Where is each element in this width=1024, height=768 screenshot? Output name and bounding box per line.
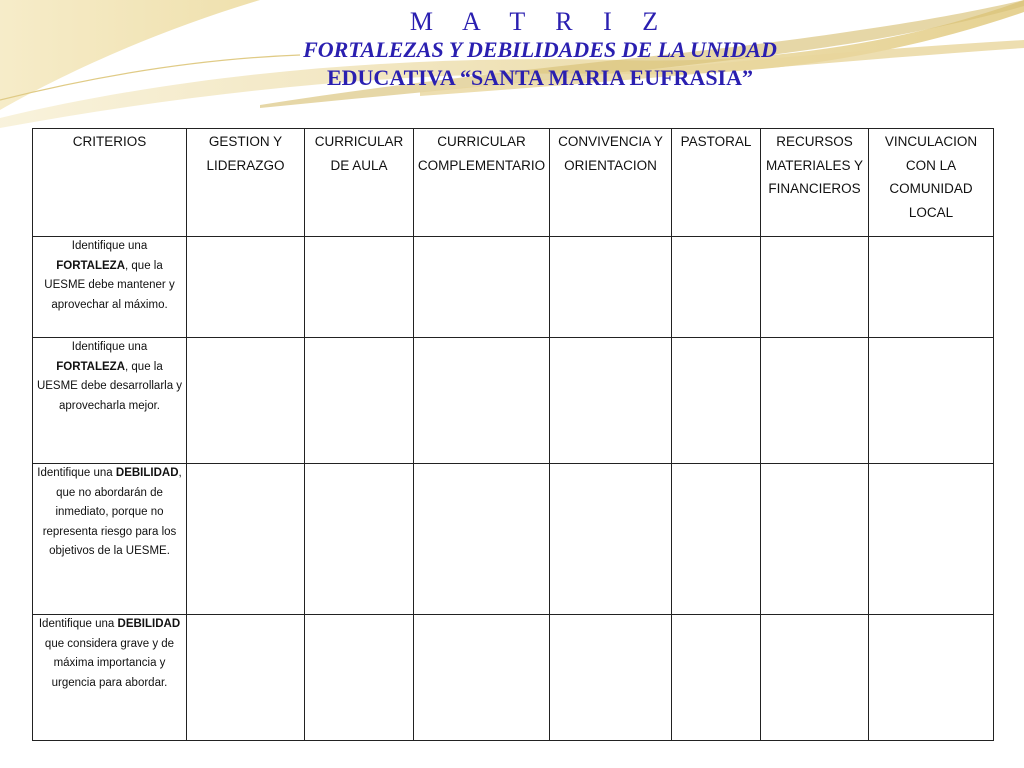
matrix-cell[interactable] xyxy=(187,464,305,615)
slide-title: M A T R I Z xyxy=(409,7,671,36)
matrix-cell[interactable] xyxy=(869,338,994,464)
criterion-keyword: DEBILIDAD xyxy=(117,618,181,630)
header-criterios: CRITERIOS xyxy=(33,129,187,237)
matrix-cell[interactable] xyxy=(869,615,994,741)
header-vinculacion: VINCULACION CON LA COMUNIDAD LOCAL xyxy=(869,129,994,237)
matrix-cell[interactable] xyxy=(672,464,761,615)
table-row xyxy=(33,615,994,741)
criterion-keyword: FORTALEZA xyxy=(56,360,126,373)
matrix-cell[interactable] xyxy=(672,338,761,464)
criterion-cell: Identifique una DEBILIDAD que considera grave y de máxima importancia y urgencia para abordar. xyxy=(33,615,187,741)
criterion-keyword: DEBILIDAD xyxy=(115,467,179,479)
table-row xyxy=(33,237,994,338)
header-curricular-aula: CURRICULAR DE AULA xyxy=(305,129,414,237)
matrix-cell[interactable] xyxy=(550,615,672,741)
matrix-cell[interactable] xyxy=(187,237,305,338)
table-row xyxy=(33,464,994,615)
matrix-cell[interactable] xyxy=(550,464,672,615)
slide-subtitle-line2: EDUCATIVA “SANTA MARIA EUFRASIA” xyxy=(326,65,753,90)
matrix-cell[interactable] xyxy=(305,615,414,741)
matrix-cell[interactable] xyxy=(761,615,869,741)
matrix-cell[interactable] xyxy=(305,237,414,338)
criterion-cell: Identifique una FORTALEZA, que la UESME debe mantener y aprovechar al máximo. xyxy=(33,237,187,338)
matrix-cell[interactable] xyxy=(414,464,550,615)
matrix-cell[interactable] xyxy=(414,237,550,338)
criterion-cell: Identifique una DEBILIDAD, que no abordarán de inmediato, porque no representa riesgo para los objetivos de la UESME. xyxy=(33,464,187,615)
header-recursos: RECURSOS MATERIALES Y FINANCIEROS xyxy=(761,129,869,237)
matrix-cell[interactable] xyxy=(187,615,305,741)
matrix-cell[interactable] xyxy=(869,237,994,338)
header-pastoral: PASTORAL xyxy=(672,129,761,237)
matrix-cell[interactable] xyxy=(305,464,414,615)
matrix-cell[interactable] xyxy=(414,338,550,464)
matrix-cell[interactable] xyxy=(869,464,994,615)
header-convivencia-orientacion: CONVIVENCIA Y ORIENTACION xyxy=(550,129,672,237)
matrix-cell[interactable] xyxy=(761,237,869,338)
header-row xyxy=(33,129,994,237)
title-block xyxy=(0,8,1024,92)
table-row xyxy=(33,338,994,464)
matrix-cell[interactable] xyxy=(550,237,672,338)
header-gestion-liderazgo: GESTION Y LIDERAZGO xyxy=(187,129,305,237)
matrix-cell[interactable] xyxy=(672,615,761,741)
criterion-keyword: FORTALEZA xyxy=(56,259,126,272)
matrix-cell[interactable] xyxy=(414,615,550,741)
matrix-table xyxy=(32,128,994,741)
matrix-cell[interactable] xyxy=(761,464,869,615)
criterion-cell: Identifique una FORTALEZA, que la UESME debe desarrollarla y aprovecharla mejor. xyxy=(33,338,187,464)
matrix-cell[interactable] xyxy=(672,237,761,338)
matrix-cell[interactable] xyxy=(550,338,672,464)
matrix-cell[interactable] xyxy=(761,338,869,464)
matrix-cell[interactable] xyxy=(305,338,414,464)
header-curricular-complementario: CURRICULAR COMPLEMENTARIO xyxy=(414,129,550,237)
slide-subtitle-line1: FORTALEZAS Y DEBILIDADES DE LA UNIDAD xyxy=(303,37,777,62)
matrix-cell[interactable] xyxy=(187,338,305,464)
